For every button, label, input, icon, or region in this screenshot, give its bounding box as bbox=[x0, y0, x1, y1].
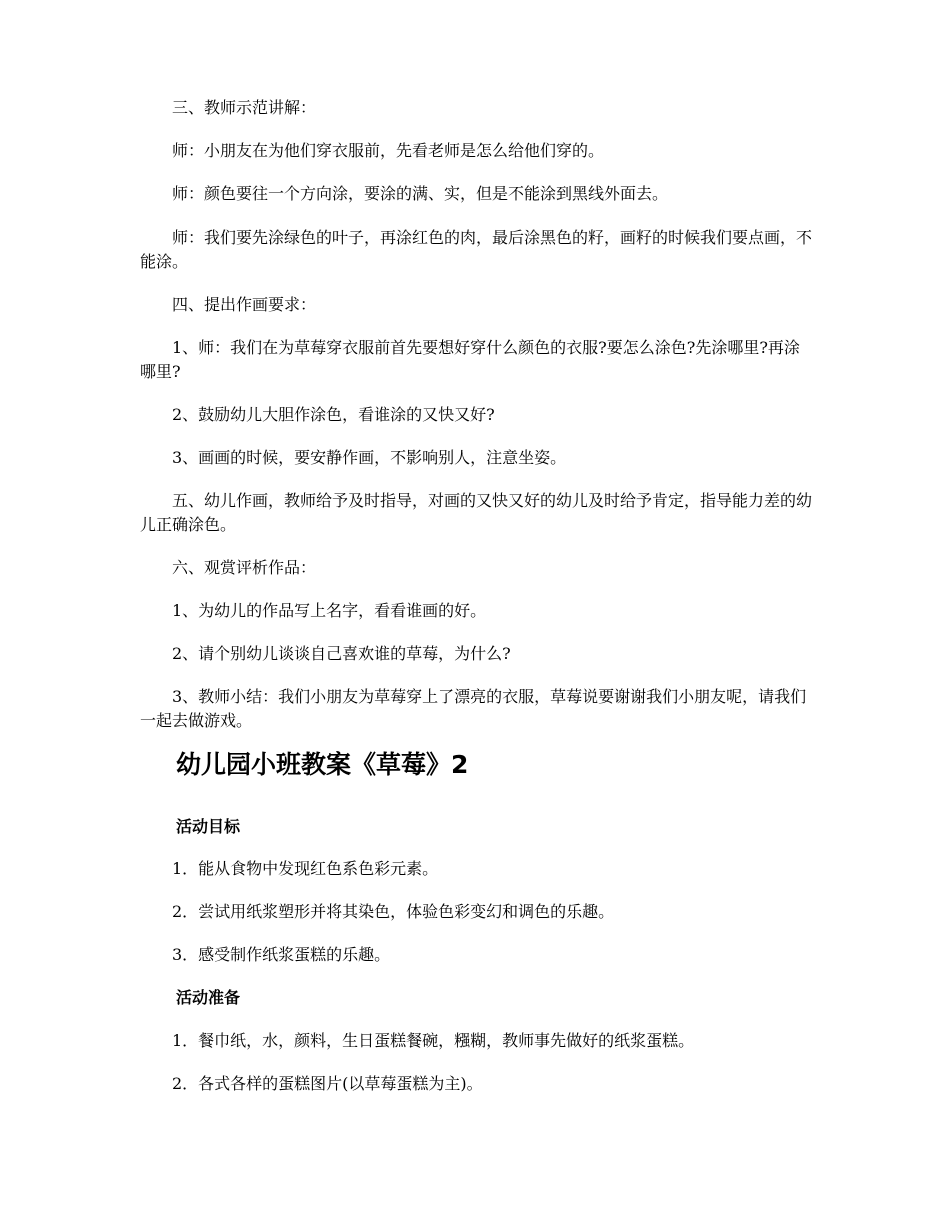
paragraph: 1、为幼儿的作品写上名字，看看谁画的好。 bbox=[172, 601, 487, 620]
list-item: 1．餐巾纸，水，颜料，生日蛋糕餐碗，糨糊，教师事先做好的纸浆蛋糕。 bbox=[172, 1031, 695, 1050]
paragraph: 师：我们要先涂绿色的叶子，再涂红色的肉，最后涂黑色的籽，画籽的时候我们要点画，不能涂。 bbox=[140, 228, 813, 271]
section-heading-appreciation: 六、观赏评析作品： bbox=[172, 558, 317, 577]
section-heading-demonstration: 三、教师示范讲解： bbox=[172, 98, 317, 117]
paragraph: 2、鼓励幼儿大胆作涂色，看谁涂的又快又好? bbox=[172, 405, 495, 424]
section-heading-requirements: 四、提出作画要求： bbox=[172, 295, 317, 314]
paragraph: 五、幼儿作画，教师给予及时指导，对画的又快又好的幼儿及时给予肯定，指导能力差的幼儿正确涂色。 bbox=[140, 491, 813, 534]
paragraph: 3、画画的时候，要安静作画，不影响别人，注意坐姿。 bbox=[172, 448, 567, 467]
list-item: 2．各式各样的蛋糕图片(以草莓蛋糕为主)。 bbox=[172, 1074, 483, 1093]
list-item: 1．能从食物中发现红色系色彩元素。 bbox=[172, 859, 439, 878]
paragraph: 师：颜色要往一个方向涂，要涂的满、实，但是不能涂到黑线外面去。 bbox=[172, 184, 669, 203]
paragraph: 1、师：我们在为草莓穿衣服前首先要想好穿什么颜色的衣服?要怎么涂色?先涂哪里?再涂哪里? bbox=[140, 338, 800, 381]
paragraph: 师：小朋友在为他们穿衣服前，先看老师是怎么给他们穿的。 bbox=[172, 141, 605, 160]
document-title: 幼儿园小班教案《草莓》2 bbox=[176, 750, 469, 779]
paragraph: 3、教师小结：我们小朋友为草莓穿上了漂亮的衣服，草莓说要谢谢我们小朋友呢，请我们一起去做游戏。 bbox=[140, 687, 807, 730]
list-item: 3．感受制作纸浆蛋糕的乐趣。 bbox=[172, 945, 391, 964]
goals-heading: 活动目标 bbox=[176, 817, 241, 836]
list-item: 2．尝试用纸浆塑形并将其染色，体验色彩变幻和调色的乐趣。 bbox=[172, 902, 615, 921]
preparation-heading: 活动准备 bbox=[176, 988, 241, 1007]
paragraph: 2、请个别幼儿谈谈自己喜欢谁的草莓，为什么? bbox=[172, 644, 511, 663]
